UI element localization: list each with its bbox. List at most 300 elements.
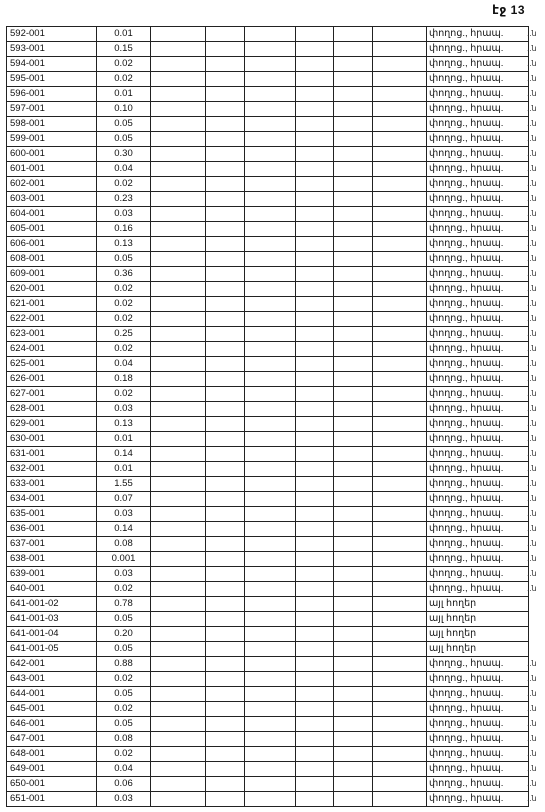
empty-cell — [296, 207, 334, 222]
parcel-id-cell: 637-001 — [7, 537, 97, 552]
margin-mark: ..ն — [527, 179, 537, 188]
empty-cell — [206, 492, 245, 507]
margin-mark: ..ն — [527, 419, 537, 428]
empty-cell — [151, 627, 206, 642]
empty-cell — [151, 432, 206, 447]
parcel-id-cell: 595-001 — [7, 72, 97, 87]
empty-cell — [296, 642, 334, 657]
empty-cell — [334, 132, 373, 147]
empty-cell — [334, 582, 373, 597]
margin-mark: ..ն — [527, 269, 537, 278]
empty-cell — [245, 222, 296, 237]
area-value-cell: 0.25 — [97, 327, 151, 342]
empty-cell — [334, 732, 373, 747]
table-row — [7, 642, 529, 657]
empty-cell — [334, 612, 373, 627]
empty-cell — [373, 327, 427, 342]
empty-cell — [245, 432, 296, 447]
empty-cell — [151, 252, 206, 267]
parcel-id-cell: 632-001 — [7, 462, 97, 477]
area-value-cell: 0.15 — [97, 42, 151, 57]
table-row — [7, 732, 529, 747]
empty-cell — [245, 462, 296, 477]
empty-cell — [206, 72, 245, 87]
empty-cell — [151, 717, 206, 732]
empty-cell — [296, 687, 334, 702]
table-row — [7, 477, 529, 492]
area-value-cell: 0.05 — [97, 252, 151, 267]
empty-cell — [296, 312, 334, 327]
empty-cell — [373, 117, 427, 132]
empty-cell — [206, 657, 245, 672]
empty-cell — [334, 717, 373, 732]
empty-cell — [245, 777, 296, 792]
margin-mark: ..ն — [527, 434, 537, 443]
table-row — [7, 372, 529, 387]
parcel-id-cell: 639-001 — [7, 567, 97, 582]
table-row — [7, 327, 529, 342]
empty-cell — [373, 462, 427, 477]
empty-cell — [206, 267, 245, 282]
land-type-cell: փողոց., հրապ. — [427, 402, 529, 417]
empty-cell — [373, 177, 427, 192]
empty-cell — [296, 582, 334, 597]
empty-cell — [296, 792, 334, 807]
margin-mark: ..ն — [527, 509, 537, 518]
margin-mark: ..ն — [527, 779, 537, 788]
empty-cell — [151, 672, 206, 687]
empty-cell — [296, 177, 334, 192]
table-row — [7, 387, 529, 402]
empty-cell — [151, 462, 206, 477]
parcel-id-cell: 629-001 — [7, 417, 97, 432]
empty-cell — [151, 132, 206, 147]
land-type-cell: փողոց., հրապ. — [427, 432, 529, 447]
margin-mark: ..ն — [527, 689, 537, 698]
parcel-id-cell: 641-001-04 — [7, 627, 97, 642]
parcel-id-cell: 620-001 — [7, 282, 97, 297]
empty-cell — [151, 177, 206, 192]
margin-mark: ..ն — [527, 119, 537, 128]
empty-cell — [245, 162, 296, 177]
area-value-cell: 0.03 — [97, 207, 151, 222]
land-type-cell: փողոց., հրապ. — [427, 282, 529, 297]
margin-mark: ..ն — [527, 74, 537, 83]
parcel-id-cell: 641-001-03 — [7, 612, 97, 627]
empty-cell — [296, 717, 334, 732]
empty-cell — [334, 117, 373, 132]
area-value-cell: 0.01 — [97, 87, 151, 102]
land-type-cell: փողոց., հրապ. — [427, 702, 529, 717]
empty-cell — [373, 162, 427, 177]
empty-cell — [334, 312, 373, 327]
table-row — [7, 237, 529, 252]
empty-cell — [373, 27, 427, 42]
parcel-id-cell: 600-001 — [7, 147, 97, 162]
table-row — [7, 672, 529, 687]
area-value-cell: 0.03 — [97, 507, 151, 522]
parcel-id-cell: 603-001 — [7, 192, 97, 207]
empty-cell — [296, 162, 334, 177]
table-row — [7, 402, 529, 417]
parcel-id-cell: 609-001 — [7, 267, 97, 282]
area-value-cell: 0.04 — [97, 162, 151, 177]
empty-cell — [373, 72, 427, 87]
empty-cell — [296, 72, 334, 87]
area-value-cell: 0.03 — [97, 792, 151, 807]
empty-cell — [245, 387, 296, 402]
empty-cell — [334, 417, 373, 432]
area-value-cell: 0.13 — [97, 417, 151, 432]
land-type-cell: փողոց., հրապ. — [427, 357, 529, 372]
land-type-cell: փողոց., հրապ. — [427, 687, 529, 702]
empty-cell — [245, 72, 296, 87]
parcel-id-cell: 621-001 — [7, 297, 97, 312]
area-value-cell: 0.02 — [97, 177, 151, 192]
empty-cell — [334, 702, 373, 717]
empty-cell — [245, 417, 296, 432]
empty-cell — [373, 702, 427, 717]
land-type-cell: այլ հողեր — [427, 612, 529, 627]
empty-cell — [151, 312, 206, 327]
empty-cell — [334, 192, 373, 207]
empty-cell — [151, 327, 206, 342]
area-value-cell: 0.05 — [97, 717, 151, 732]
empty-cell — [296, 537, 334, 552]
margin-mark: ..ն — [527, 749, 537, 758]
empty-cell — [334, 87, 373, 102]
empty-cell — [151, 237, 206, 252]
empty-cell — [206, 282, 245, 297]
empty-cell — [245, 402, 296, 417]
parcel-id-cell: 605-001 — [7, 222, 97, 237]
empty-cell — [296, 567, 334, 582]
parcel-id-cell: 628-001 — [7, 402, 97, 417]
empty-cell — [296, 402, 334, 417]
parcel-table-body — [7, 27, 529, 807]
empty-cell — [334, 342, 373, 357]
empty-cell — [334, 762, 373, 777]
land-type-cell: փողոց., հրապ. — [427, 117, 529, 132]
empty-cell — [373, 87, 427, 102]
parcel-id-cell: 604-001 — [7, 207, 97, 222]
empty-cell — [245, 537, 296, 552]
empty-cell — [245, 342, 296, 357]
empty-cell — [373, 792, 427, 807]
empty-cell — [206, 597, 245, 612]
empty-cell — [151, 72, 206, 87]
empty-cell — [245, 687, 296, 702]
land-type-cell: փողոց., հրապ. — [427, 492, 529, 507]
empty-cell — [373, 717, 427, 732]
empty-cell — [296, 267, 334, 282]
margin-mark: ..ն — [527, 584, 537, 593]
margin-mark: ..ն — [527, 329, 537, 338]
empty-cell — [151, 267, 206, 282]
parcel-id-cell: 650-001 — [7, 777, 97, 792]
empty-cell — [296, 762, 334, 777]
empty-cell — [206, 417, 245, 432]
empty-cell — [245, 312, 296, 327]
empty-cell — [334, 102, 373, 117]
margin-mark: ..ն — [527, 149, 537, 158]
area-value-cell: 0.01 — [97, 27, 151, 42]
empty-cell — [334, 177, 373, 192]
empty-cell — [245, 492, 296, 507]
land-type-cell: փողոց., հրապ. — [427, 147, 529, 162]
table-row — [7, 192, 529, 207]
empty-cell — [206, 567, 245, 582]
empty-cell — [334, 657, 373, 672]
empty-cell — [206, 342, 245, 357]
empty-cell — [151, 507, 206, 522]
empty-cell — [373, 237, 427, 252]
land-type-cell: փողոց., հրապ. — [427, 792, 529, 807]
land-type-cell: փողոց., հրապ. — [427, 87, 529, 102]
parcel-id-cell: 623-001 — [7, 327, 97, 342]
empty-cell — [245, 702, 296, 717]
empty-cell — [206, 162, 245, 177]
land-type-cell: փողոց., հրապ. — [427, 537, 529, 552]
empty-cell — [151, 402, 206, 417]
parcel-id-cell: 596-001 — [7, 87, 97, 102]
empty-cell — [296, 57, 334, 72]
parcel-id-cell: 640-001 — [7, 582, 97, 597]
area-value-cell: 0.10 — [97, 102, 151, 117]
empty-cell — [334, 747, 373, 762]
area-value-cell: 0.18 — [97, 372, 151, 387]
margin-mark: ..ն — [527, 239, 537, 248]
empty-cell — [296, 327, 334, 342]
empty-cell — [151, 342, 206, 357]
table-row — [7, 87, 529, 102]
area-value-cell: 0.02 — [97, 387, 151, 402]
margin-mark: ..ն — [527, 734, 537, 743]
empty-cell — [245, 732, 296, 747]
empty-cell — [334, 462, 373, 477]
empty-cell — [206, 477, 245, 492]
empty-cell — [206, 552, 245, 567]
empty-cell — [296, 507, 334, 522]
empty-cell — [373, 417, 427, 432]
empty-cell — [373, 522, 427, 537]
empty-cell — [296, 552, 334, 567]
empty-cell — [296, 447, 334, 462]
land-type-cell: փողոց., հրապ. — [427, 297, 529, 312]
empty-cell — [334, 57, 373, 72]
empty-cell — [151, 372, 206, 387]
parcel-table — [6, 26, 529, 807]
table-row — [7, 432, 529, 447]
empty-cell — [206, 732, 245, 747]
empty-cell — [245, 477, 296, 492]
parcel-id-cell: 594-001 — [7, 57, 97, 72]
empty-cell — [334, 72, 373, 87]
area-value-cell: 0.05 — [97, 687, 151, 702]
table-row — [7, 312, 529, 327]
table-row — [7, 117, 529, 132]
empty-cell — [245, 117, 296, 132]
empty-cell — [245, 297, 296, 312]
land-type-cell: փողոց., հրապ. — [427, 222, 529, 237]
empty-cell — [373, 342, 427, 357]
parcel-id-cell: 645-001 — [7, 702, 97, 717]
table-row — [7, 267, 529, 282]
empty-cell — [296, 702, 334, 717]
area-value-cell: 0.03 — [97, 402, 151, 417]
area-value-cell: 0.02 — [97, 582, 151, 597]
parcel-id-cell: 608-001 — [7, 252, 97, 267]
empty-cell — [206, 762, 245, 777]
area-value-cell: 0.02 — [97, 282, 151, 297]
empty-cell — [245, 612, 296, 627]
empty-cell — [206, 357, 245, 372]
empty-cell — [206, 57, 245, 72]
land-type-cell: փողոց., հրապ. — [427, 72, 529, 87]
empty-cell — [334, 432, 373, 447]
empty-cell — [245, 207, 296, 222]
margin-mark: ..ն — [527, 494, 537, 503]
empty-cell — [373, 447, 427, 462]
parcel-id-cell: 593-001 — [7, 42, 97, 57]
margin-mark: ..ն — [527, 569, 537, 578]
empty-cell — [245, 642, 296, 657]
land-type-cell: փողոց., հրապ. — [427, 27, 529, 42]
area-value-cell: 0.05 — [97, 642, 151, 657]
land-type-cell: փողոց., հրապ. — [427, 462, 529, 477]
empty-cell — [373, 297, 427, 312]
empty-cell — [296, 672, 334, 687]
empty-cell — [296, 222, 334, 237]
margin-mark: ..ն — [527, 554, 537, 563]
area-value-cell: 0.20 — [97, 627, 151, 642]
empty-cell — [334, 792, 373, 807]
margin-mark: ..ն — [527, 374, 537, 383]
area-value-cell: 0.02 — [97, 747, 151, 762]
empty-cell — [373, 42, 427, 57]
empty-cell — [245, 357, 296, 372]
empty-cell — [245, 177, 296, 192]
margin-mark: ..ն — [527, 344, 537, 353]
empty-cell — [245, 447, 296, 462]
empty-cell — [151, 417, 206, 432]
parcel-id-cell: 633-001 — [7, 477, 97, 492]
empty-cell — [206, 27, 245, 42]
margin-mark: ..ն — [527, 449, 537, 458]
area-value-cell: 0.05 — [97, 117, 151, 132]
area-value-cell: 0.14 — [97, 522, 151, 537]
empty-cell — [334, 282, 373, 297]
table-row — [7, 627, 529, 642]
empty-cell — [151, 357, 206, 372]
empty-cell — [206, 87, 245, 102]
empty-cell — [373, 597, 427, 612]
empty-cell — [334, 297, 373, 312]
empty-cell — [373, 732, 427, 747]
empty-cell — [334, 42, 373, 57]
empty-cell — [245, 372, 296, 387]
empty-cell — [296, 597, 334, 612]
parcel-id-cell: 606-001 — [7, 237, 97, 252]
land-type-cell: փողոց., հրապ. — [427, 477, 529, 492]
empty-cell — [296, 612, 334, 627]
empty-cell — [206, 747, 245, 762]
empty-cell — [206, 582, 245, 597]
land-type-cell: փողոց., հրապ. — [427, 177, 529, 192]
margin-mark: ..ն — [527, 29, 537, 38]
margin-mark: ..ն — [527, 704, 537, 713]
empty-cell — [151, 747, 206, 762]
table-row — [7, 582, 529, 597]
parcel-id-cell: 625-001 — [7, 357, 97, 372]
area-value-cell: 0.02 — [97, 297, 151, 312]
empty-cell — [245, 627, 296, 642]
empty-cell — [334, 507, 373, 522]
table-row — [7, 492, 529, 507]
empty-cell — [245, 192, 296, 207]
land-type-cell: փողոց., հրապ. — [427, 312, 529, 327]
table-row — [7, 507, 529, 522]
empty-cell — [151, 597, 206, 612]
empty-cell — [373, 672, 427, 687]
empty-cell — [334, 237, 373, 252]
empty-cell — [373, 762, 427, 777]
margin-mark: ..ն — [527, 209, 537, 218]
parcel-id-cell: 599-001 — [7, 132, 97, 147]
empty-cell — [151, 222, 206, 237]
empty-cell — [151, 207, 206, 222]
parcel-id-cell: 644-001 — [7, 687, 97, 702]
empty-cell — [206, 192, 245, 207]
empty-cell — [206, 432, 245, 447]
table-row — [7, 702, 529, 717]
empty-cell — [206, 297, 245, 312]
empty-cell — [373, 492, 427, 507]
empty-cell — [334, 387, 373, 402]
empty-cell — [151, 582, 206, 597]
empty-cell — [373, 267, 427, 282]
empty-cell — [373, 747, 427, 762]
area-value-cell: 0.05 — [97, 612, 151, 627]
margin-mark: ..ն — [527, 794, 537, 803]
table-row — [7, 537, 529, 552]
land-type-cell: փողոց., հրապ. — [427, 42, 529, 57]
margin-mark: ..ն — [527, 464, 537, 473]
empty-cell — [373, 312, 427, 327]
empty-cell — [151, 282, 206, 297]
parcel-id-cell: 598-001 — [7, 117, 97, 132]
area-value-cell: 0.02 — [97, 342, 151, 357]
empty-cell — [151, 492, 206, 507]
table-row — [7, 207, 529, 222]
table-row — [7, 27, 529, 42]
land-type-cell: փողոց., հրապ. — [427, 672, 529, 687]
empty-cell — [296, 492, 334, 507]
empty-cell — [206, 717, 245, 732]
empty-cell — [151, 27, 206, 42]
land-type-cell: փողոց., հրապ. — [427, 57, 529, 72]
empty-cell — [373, 222, 427, 237]
empty-cell — [373, 387, 427, 402]
parcel-id-cell: 641-001-02 — [7, 597, 97, 612]
parcel-id-cell: 626-001 — [7, 372, 97, 387]
empty-cell — [245, 762, 296, 777]
empty-cell — [373, 552, 427, 567]
empty-cell — [151, 522, 206, 537]
table-row — [7, 462, 529, 477]
table-row — [7, 57, 529, 72]
area-value-cell: 0.02 — [97, 72, 151, 87]
